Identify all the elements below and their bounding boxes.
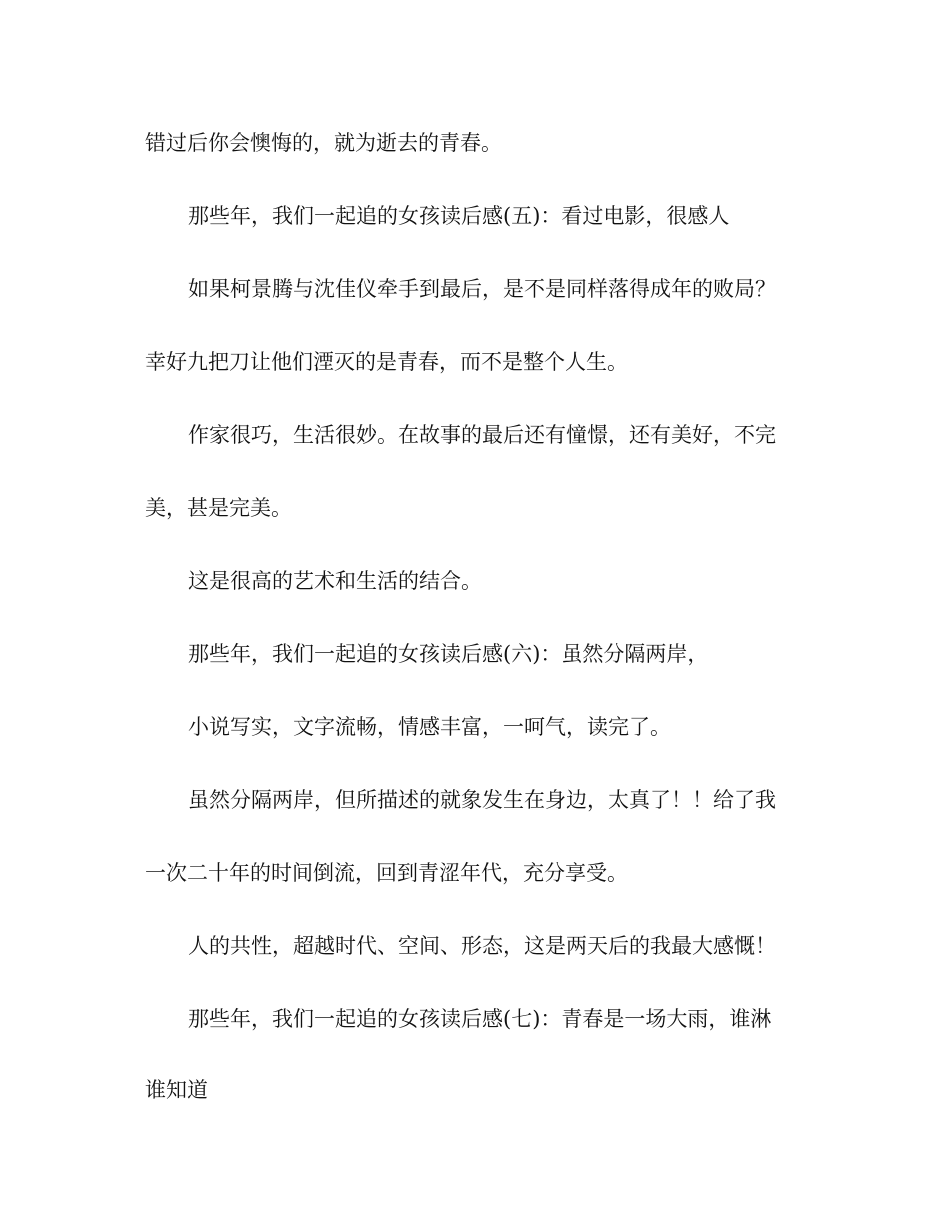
paragraph-line-3: 如果柯景腾与沈佳仪牵手到最后，是不是同样落得成年的败局？ — [188, 277, 776, 301]
paragraph-line-10: 虽然分隔两岸，但所描述的就象发生在身边，太真了！！给了我 — [188, 788, 776, 812]
paragraph-line-14: 谁知道 — [145, 1078, 208, 1102]
text-line-1: 错过后你会懊悔的，就为逝去的青春。 — [145, 131, 502, 155]
paragraph-line-6: 美，甚是完美。 — [145, 496, 292, 520]
paragraph-line-9: 小说写实，文字流畅，情感丰富，一呵气，读完了。 — [188, 715, 671, 739]
paragraph-line-5: 作家很巧，生活很妙。在故事的最后还有憧憬，还有美好，不完 — [188, 423, 776, 447]
section-heading-5: 那些年，我们一起追的女孩读后感(五)：看过电影，很感人 — [188, 204, 730, 228]
paragraph-line-7: 这是很高的艺术和生活的结合。 — [188, 569, 482, 593]
paragraph-line-12: 人的共性，超越时代、空间、形态，这是两天后的我最大感慨！ — [188, 934, 776, 958]
section-heading-6: 那些年，我们一起追的女孩读后感(六)：虽然分隔两岸， — [188, 642, 709, 666]
section-heading-7: 那些年，我们一起追的女孩读后感(七)：青春是一场大雨，谁淋 — [188, 1007, 772, 1031]
paragraph-line-11: 一次二十年的时间倒流，回到青涩年代，充分享受。 — [145, 861, 628, 885]
paragraph-line-4: 幸好九把刀让他们湮灭的是青春，而不是整个人生。 — [145, 350, 628, 374]
